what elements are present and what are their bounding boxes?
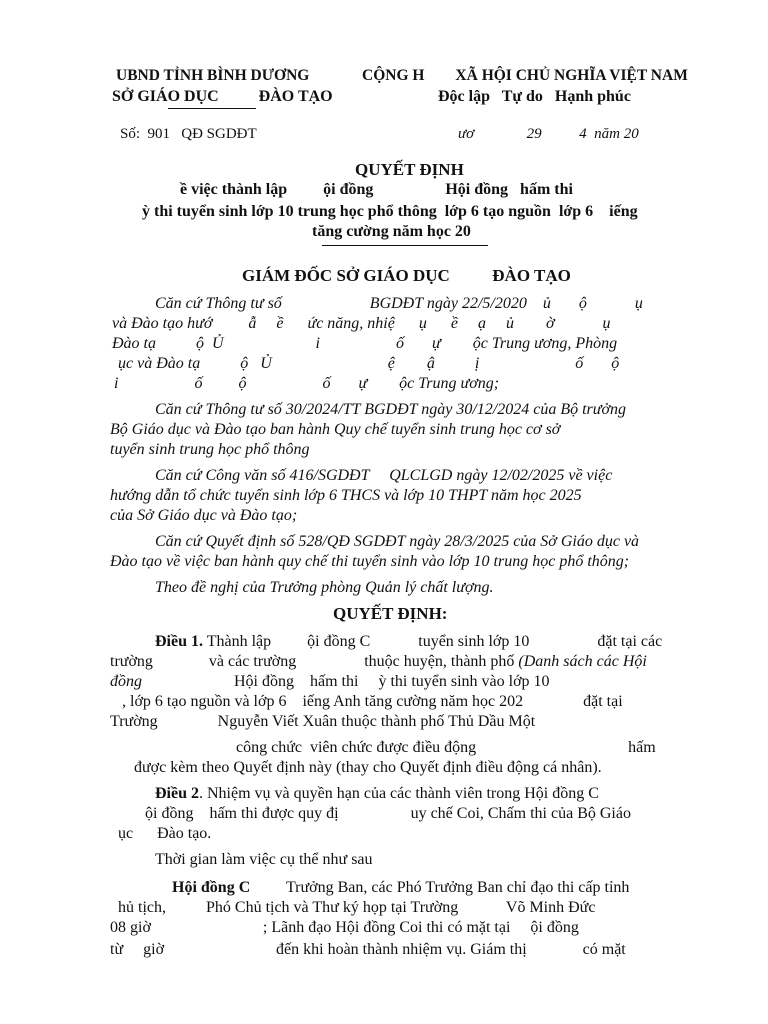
schedule-line-2: hủ tịch, Phó Chủ tịch và Thư ký họp tại Trường Võ Minh Đức bbox=[118, 899, 596, 916]
article-1-line-3: đồng Hội đồng hấm thi ỳ thi tuyển sinh vào lớp 10 bbox=[110, 673, 550, 690]
basis-2-line-3: tuyển sinh trung học phổ thông bbox=[110, 441, 310, 458]
article-1-line-1: Điều 1. Thành lập ội đồng C tuyển sinh lớp 10 đặt tại các bbox=[155, 633, 663, 650]
schedule-label: Hội đồng C bbox=[172, 879, 251, 896]
basis-3-line-2: hướng dẫn tổ chức tuyển sinh lớp 6 THCS và lớp 10 THPT năm học 2025 bbox=[110, 487, 582, 504]
national-title: CỘNG H XÃ HỘI CHỦ NGHĨA VIỆT NAM bbox=[362, 67, 688, 84]
article-2-line-1: Điều 2. Nhiệm vụ và quyền hạn của các thành viên trong Hội đồng C bbox=[155, 785, 599, 802]
title-subject-line-1: ề việc thành lập ội đồng Hội đồng hấm thi bbox=[180, 181, 573, 198]
schedule-intro: Thời gian làm việc cụ thể như sau bbox=[155, 851, 373, 868]
issuing-authority: GIÁM ĐỐC SỞ GIÁO DỤC ĐÀO TẠO bbox=[242, 266, 571, 285]
article-1-line-7: được kèm theo Quyết định này (thay cho Quyết định điều động cá nhân). bbox=[134, 759, 602, 776]
department-name: SỞ GIÁO DỤC ĐÀO TẠO bbox=[112, 88, 333, 105]
schedule-line-1: Hội đồng C Trưởng Ban, các Phó Trưởng Ban chỉ đạo thi cấp tỉnh bbox=[172, 879, 630, 896]
basis-2-line-2: Bộ Giáo dục và Đào tạo ban hành Quy chế tuyển sinh trung học cơ sở bbox=[110, 421, 561, 438]
basis-3-line-1: Căn cứ Công văn số 416/SGDĐT QLCLGD ngày 12/02/2025 về việc bbox=[155, 467, 613, 484]
article-1-line-2: trường và các trường thuộc huyện, thành phố (Danh sách các Hội bbox=[110, 653, 647, 670]
department-underline bbox=[168, 108, 256, 109]
basis-3-line-3: của Sở Giáo dục và Đào tạo; bbox=[110, 507, 298, 524]
proposal-line: Theo đề nghị của Trưởng phòng Quản lý chất lượng. bbox=[155, 579, 494, 596]
basis-1-line-5: i ố ộ ố ự ộc Trung ương; bbox=[114, 375, 500, 392]
article-2-label: Điều 2 bbox=[155, 785, 199, 802]
basis-4-line-1: Căn cứ Quyết định số 528/QĐ SGDĐT ngày 28/3/2025 của Sở Giáo dục và bbox=[155, 533, 640, 550]
article-1-line-6: công chức viên chức được điều động hấm bbox=[236, 739, 656, 756]
schedule-line-3: 08 giờ ; Lãnh đạo Hội đồng Coi thi có mặt tại ội đồng bbox=[110, 919, 579, 936]
national-motto: Độc lập Tự do Hạnh phúc bbox=[438, 88, 631, 105]
document-title: QUYẾT ĐỊNH bbox=[355, 160, 464, 179]
title-subject-line-3: tăng cường năm học 20 bbox=[312, 223, 471, 240]
basis-1-line-4: ục và Đào tạ ộ Ủ ệ ậ ị ố ộ bbox=[118, 355, 620, 372]
decision-number: Số: 901 QĐ SGDĐT bbox=[120, 126, 257, 142]
article-2-line-2: ội đồng hấm thi được quy đị uy chế Coi, Chấm thi của Bộ Giáo bbox=[145, 805, 631, 822]
basis-1-line-3: Đào tạ ộ Ủ i ố ự ộc Trung ương, Phòng bbox=[112, 335, 618, 352]
article-2-line-3: ục Đào tạo. bbox=[118, 825, 212, 842]
decision-heading: QUYẾT ĐỊNH: bbox=[333, 604, 448, 623]
basis-1-line-1: Căn cứ Thông tư số BGDĐT ngày 22/5/2020 ủ ộ ụ bbox=[155, 295, 643, 312]
title-underline bbox=[322, 245, 488, 246]
basis-1-line-2: và Đào tạo hướ ẫ ề ức năng, nhiệ ụ ề ạ ủ ờ ụ bbox=[112, 315, 611, 332]
article-1-line-4: , lớp 6 tạo nguồn và lớp 6 iếng Anh tăng cường năm học 202 đặt tại bbox=[110, 693, 623, 710]
schedule-line-4: từ giờ đến khi hoàn thành nhiệm vụ. Giám thị có mặt bbox=[110, 941, 626, 958]
agency-name: UBND TỈNH BÌNH DƯƠNG bbox=[116, 67, 310, 84]
title-subject-line-2: ỳ thi tuyển sinh lớp 10 trung học phổ thông lớp 6 tạo nguồn lớp 6 iếng bbox=[142, 203, 638, 220]
article-1-label: Điều 1. bbox=[155, 633, 203, 650]
basis-2-line-1: Căn cứ Thông tư số 30/2024/TT BGDĐT ngày 30/12/2024 của Bộ trưởng bbox=[155, 401, 627, 418]
basis-4-line-2: Đào tạo về việc ban hành quy chế thi tuyển sinh vào lớp 10 trung học phổ thông; bbox=[110, 553, 630, 570]
article-1-line-5: Trường Nguyễn Viết Xuân thuộc thành phố Thủ Dầu Một bbox=[110, 713, 536, 730]
decision-date: ươ 29 4 năm 20 bbox=[458, 126, 639, 142]
